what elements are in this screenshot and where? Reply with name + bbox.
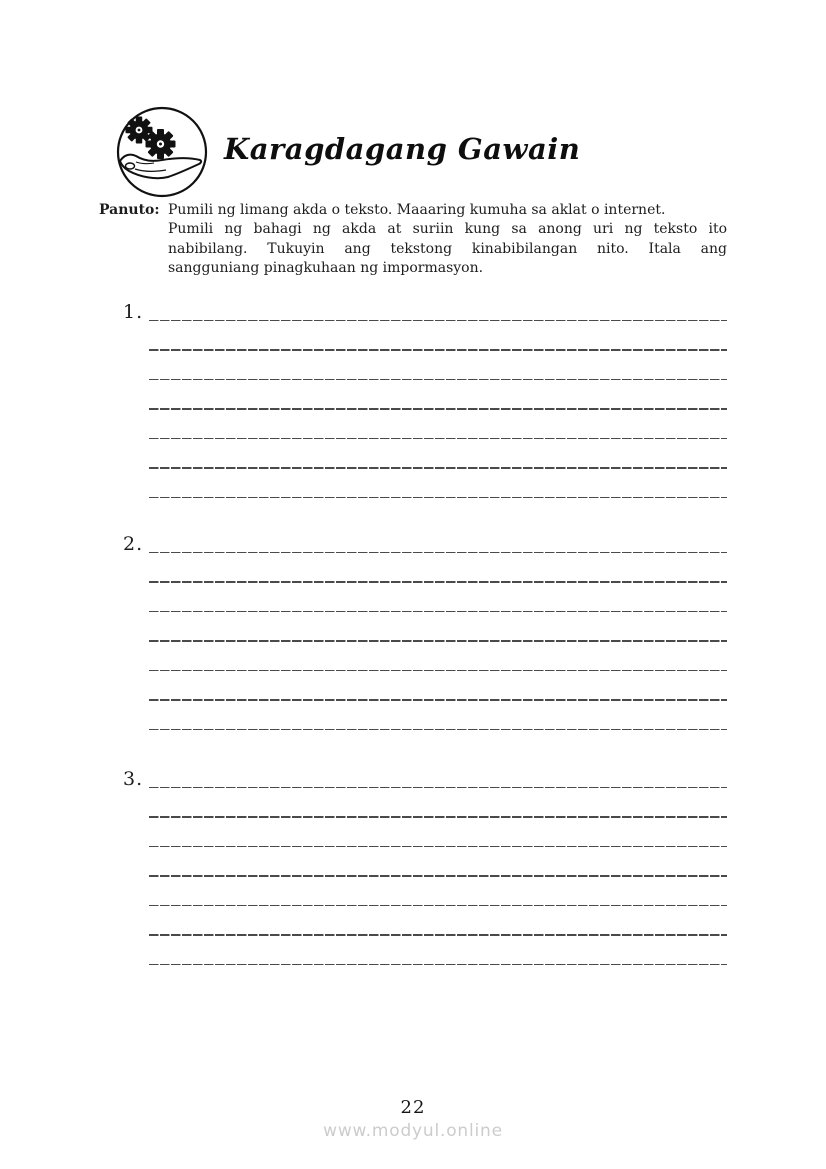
blank-answer-line	[149, 292, 727, 322]
blank-answer-line	[149, 351, 727, 381]
instructions-line: nabibilang. Tukuyin ang tekstong kinabibilangan nito. Itala ang	[168, 240, 727, 257]
blank-answer-line	[149, 877, 727, 907]
blank-answer-line	[149, 321, 727, 351]
gear-icon	[126, 117, 153, 144]
blank-answer-line	[149, 612, 727, 642]
blank-answer-line	[149, 759, 727, 789]
blank-answer-line	[149, 524, 727, 554]
blank-answer-line	[149, 553, 727, 583]
blank-answer-line	[149, 469, 727, 499]
blank-answer-line	[149, 788, 727, 818]
blank-answer-line	[149, 701, 727, 731]
blank-answer-line	[149, 410, 727, 440]
page-number: 22	[400, 1097, 426, 1118]
hand-holding-gears-icon-svg	[108, 100, 208, 200]
blank-answer-line	[149, 906, 727, 936]
blank-answer-line	[149, 380, 727, 410]
blank-answer-line	[149, 671, 727, 701]
hand-holding-gears-icon	[108, 100, 208, 200]
answer-lines	[149, 292, 727, 499]
page-title: Karagdagang Gawain	[224, 132, 581, 166]
watermark: www.modyul.online	[323, 1121, 503, 1141]
blank-answer-line	[149, 583, 727, 613]
answer-lines	[149, 759, 727, 966]
blank-answer-line	[149, 818, 727, 848]
instructions-text	[168, 201, 727, 278]
blank-answer-line	[149, 642, 727, 672]
instructions-label: Panuto:	[99, 202, 160, 218]
blank-answer-line	[149, 439, 727, 469]
blank-answer-line	[149, 847, 727, 877]
item-number: 2.	[123, 532, 144, 555]
item-number: 1.	[123, 300, 144, 323]
instructions-block	[99, 201, 728, 278]
answer-item-3	[123, 759, 727, 966]
instructions-line: Pumili ng bahagi ng akda at suriin kung sa anong uri ng teksto ito	[168, 221, 727, 238]
item-number: 3.	[123, 767, 144, 790]
instructions-line: sangguniang pinagkuhaan ng impormasyon.	[168, 259, 484, 276]
gear-icon	[146, 129, 176, 159]
answer-item-2	[123, 524, 727, 731]
answer-lines	[149, 524, 727, 731]
answer-item-1	[123, 292, 727, 499]
blank-answer-line	[149, 936, 727, 966]
instructions-line: Pumili ng limang akda o teksto. Maaaring kumuha sa aklat o internet.	[168, 202, 666, 218]
